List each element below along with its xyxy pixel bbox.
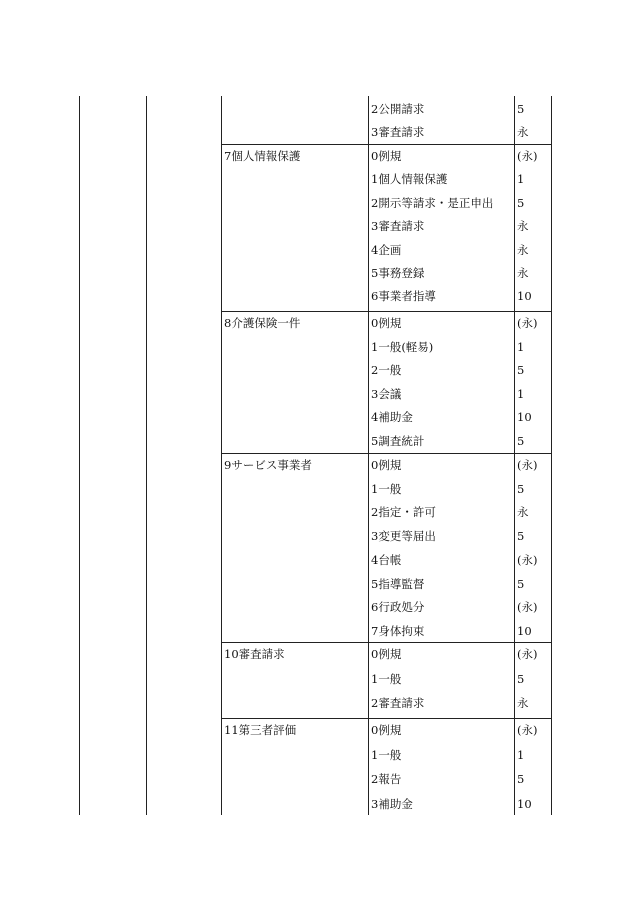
retention-years-cell: 5 [517,102,525,116]
item-cell: 0例規 [371,149,402,163]
retention-years-cell: (永) [517,458,538,472]
item-cell: 2指定・許可 [371,505,436,520]
item-cell: 0例規 [371,723,402,737]
retention-years-cell: 5 [517,363,525,378]
item-cell: 2審査請求 [371,696,425,711]
item-cell: 3補助金 [371,796,413,811]
category-cell: 7個人情報保護 [224,149,301,163]
item-cell: 3審査請求 [371,219,425,234]
item-cell: 1一般 [371,671,402,686]
item-cell: 0例規 [371,316,402,330]
retention-years-cell: 5 [517,481,525,496]
category-cell: 9サービス事業者 [224,458,312,472]
item-cell: 1一般 [371,481,402,496]
table-column-line [514,96,515,815]
item-cell: 4補助金 [371,410,413,425]
item-cell: 3会議 [371,386,402,401]
item-cell: 1一般 [371,747,402,762]
retention-years-cell: (永) [517,149,538,163]
retention-years-cell: 永 [517,125,529,140]
group-separator-line [221,718,551,719]
table-column-line [79,96,80,815]
retention-years-cell: 永 [517,505,529,520]
retention-years-cell: 1 [517,386,525,401]
group-separator-line [221,642,551,643]
retention-years-cell: (永) [517,552,538,567]
retention-years-cell: 5 [517,772,525,787]
item-cell: 2報告 [371,772,402,787]
retention-years-cell: (永) [517,647,538,661]
retention-years-cell: 5 [517,671,525,686]
retention-years-cell: (永) [517,723,538,737]
table-column-line [551,96,552,815]
category-cell: 11第三者評価 [224,723,297,737]
retention-years-cell: 10 [517,289,532,304]
retention-years-cell: 永 [517,219,529,234]
item-cell: 1個人情報保護 [371,172,448,187]
retention-years-cell: 5 [517,529,525,544]
retention-years-cell: 5 [517,434,525,448]
retention-years-cell: (永) [517,316,538,330]
retention-years-cell: 永 [517,242,529,257]
table-column-line [368,96,369,815]
category-cell: 10審査請求 [224,647,285,661]
item-cell: 1一般(軽易) [371,339,434,354]
item-cell: 3変更等届出 [371,529,436,544]
retention-years-cell: 10 [517,796,532,811]
item-cell: 2開示等請求・是正申出 [371,195,494,210]
item-cell: 5指導監督 [371,576,425,591]
item-cell: 2公開請求 [371,102,425,116]
item-cell: 7身体拘束 [371,623,425,638]
retention-years-cell: 永 [517,266,529,280]
item-cell: 4台帳 [371,552,402,567]
group-separator-line [221,144,551,145]
item-cell: 6行政処分 [371,600,425,615]
item-cell: 4企画 [371,242,402,257]
retention-years-cell: 5 [517,195,525,210]
retention-years-cell: 1 [517,339,525,354]
item-cell: 3審査請求 [371,125,425,140]
retention-years-cell: 1 [517,172,525,187]
item-cell: 2一般 [371,363,402,378]
item-cell: 5事務登録 [371,266,425,280]
group-separator-line [221,453,551,454]
retention-years-cell: 10 [517,623,532,638]
retention-years-cell: 5 [517,576,525,591]
table-column-line [146,96,147,815]
category-cell: 8介護保険一件 [224,316,301,330]
retention-years-cell: 1 [517,747,525,762]
retention-years-cell: 永 [517,696,529,711]
item-cell: 0例規 [371,647,402,661]
table-column-line [221,96,222,815]
retention-years-cell: 10 [517,410,532,425]
item-cell: 6事業者指導 [371,289,436,304]
item-cell: 0例規 [371,458,402,472]
retention-years-cell: (永) [517,600,538,615]
item-cell: 5調査統計 [371,434,425,448]
group-separator-line [221,311,551,312]
